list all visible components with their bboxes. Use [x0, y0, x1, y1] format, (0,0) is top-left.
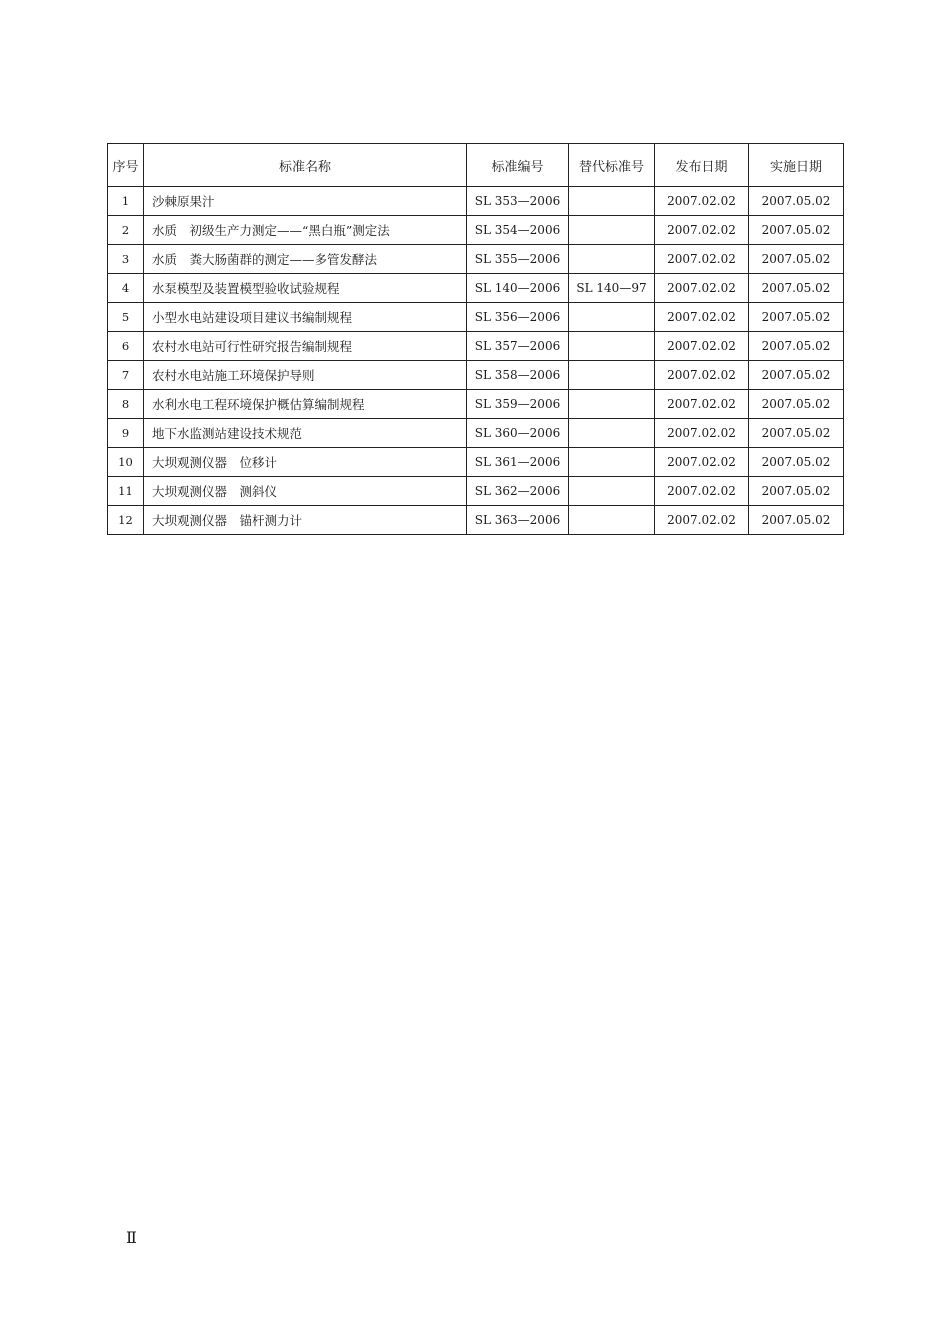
row-no: 12 [108, 506, 144, 535]
row-implement-date: 2007.05.02 [749, 216, 844, 245]
row-publish-date: 2007.02.02 [655, 303, 749, 332]
row-publish-date: 2007.02.02 [655, 477, 749, 506]
row-no: 3 [108, 245, 144, 274]
row-no: 5 [108, 303, 144, 332]
row-name: 小型水电站建设项目建议书编制规程 [144, 303, 467, 332]
table-row [108, 361, 844, 390]
row-replaced [569, 390, 655, 419]
table-row [108, 303, 844, 332]
row-no: 9 [108, 419, 144, 448]
row-implement-date: 2007.05.02 [749, 477, 844, 506]
header-implement-date: 实施日期 [749, 144, 844, 187]
row-name: 水质 初级生产力测定——“黑白瓶”测定法 [144, 216, 467, 245]
row-publish-date: 2007.02.02 [655, 390, 749, 419]
table-row [108, 187, 844, 216]
row-replaced [569, 477, 655, 506]
header-publish-date: 发布日期 [655, 144, 749, 187]
row-replaced [569, 361, 655, 390]
page-number: Ⅱ [126, 1228, 137, 1247]
row-publish-date: 2007.02.02 [655, 187, 749, 216]
row-replaced [569, 303, 655, 332]
header-no: 序号 [108, 144, 144, 187]
table-row [108, 448, 844, 477]
row-name: 农村水电站可行性研究报告编制规程 [144, 332, 467, 361]
row-code: SL 354—2006 [467, 216, 569, 245]
table-row [108, 506, 844, 535]
row-implement-date: 2007.05.02 [749, 245, 844, 274]
table-row [108, 332, 844, 361]
header-name: 标准名称 [144, 144, 467, 187]
row-replaced: SL 140—97 [569, 274, 655, 303]
row-name: 大坝观测仪器 位移计 [144, 448, 467, 477]
row-implement-date: 2007.05.02 [749, 332, 844, 361]
header-replaced: 替代标准号 [569, 144, 655, 187]
row-replaced [569, 245, 655, 274]
row-publish-date: 2007.02.02 [655, 506, 749, 535]
row-code: SL 353—2006 [467, 187, 569, 216]
row-no: 4 [108, 274, 144, 303]
table-row [108, 245, 844, 274]
row-name: 水泵模型及装置模型验收试验规程 [144, 274, 467, 303]
row-no: 10 [108, 448, 144, 477]
row-implement-date: 2007.05.02 [749, 419, 844, 448]
row-no: 1 [108, 187, 144, 216]
row-name: 大坝观测仪器 锚杆测力计 [144, 506, 467, 535]
row-code: SL 357—2006 [467, 332, 569, 361]
header-code: 标准编号 [467, 144, 569, 187]
row-code: SL 355—2006 [467, 245, 569, 274]
standards-table [107, 143, 844, 535]
table-row [108, 390, 844, 419]
row-replaced [569, 448, 655, 477]
row-code: SL 362—2006 [467, 477, 569, 506]
row-no: 7 [108, 361, 144, 390]
row-publish-date: 2007.02.02 [655, 216, 749, 245]
row-code: SL 363—2006 [467, 506, 569, 535]
row-no: 8 [108, 390, 144, 419]
row-implement-date: 2007.05.02 [749, 187, 844, 216]
row-implement-date: 2007.05.02 [749, 303, 844, 332]
row-replaced [569, 216, 655, 245]
row-code: SL 356—2006 [467, 303, 569, 332]
table-row [108, 274, 844, 303]
table-row [108, 419, 844, 448]
row-replaced [569, 419, 655, 448]
row-implement-date: 2007.05.02 [749, 390, 844, 419]
row-publish-date: 2007.02.02 [655, 361, 749, 390]
row-code: SL 358—2006 [467, 361, 569, 390]
row-name: 水质 粪大肠菌群的测定——多管发酵法 [144, 245, 467, 274]
row-replaced [569, 332, 655, 361]
table-header-row [108, 144, 844, 187]
row-publish-date: 2007.02.02 [655, 332, 749, 361]
table-row [108, 477, 844, 506]
row-code: SL 359—2006 [467, 390, 569, 419]
row-replaced [569, 187, 655, 216]
row-name: 水利水电工程环境保护概估算编制规程 [144, 390, 467, 419]
row-name: 大坝观测仪器 测斜仪 [144, 477, 467, 506]
row-implement-date: 2007.05.02 [749, 274, 844, 303]
row-code: SL 360—2006 [467, 419, 569, 448]
row-publish-date: 2007.02.02 [655, 245, 749, 274]
row-replaced [569, 506, 655, 535]
row-no: 11 [108, 477, 144, 506]
row-code: SL 140—2006 [467, 274, 569, 303]
row-publish-date: 2007.02.02 [655, 448, 749, 477]
row-publish-date: 2007.02.02 [655, 419, 749, 448]
row-code: SL 361—2006 [467, 448, 569, 477]
row-publish-date: 2007.02.02 [655, 274, 749, 303]
row-implement-date: 2007.05.02 [749, 448, 844, 477]
row-no: 6 [108, 332, 144, 361]
row-name: 农村水电站施工环境保护导则 [144, 361, 467, 390]
row-implement-date: 2007.05.02 [749, 361, 844, 390]
row-implement-date: 2007.05.02 [749, 506, 844, 535]
row-no: 2 [108, 216, 144, 245]
table-row [108, 216, 844, 245]
row-name: 沙棘原果汁 [144, 187, 467, 216]
row-name: 地下水监测站建设技术规范 [144, 419, 467, 448]
